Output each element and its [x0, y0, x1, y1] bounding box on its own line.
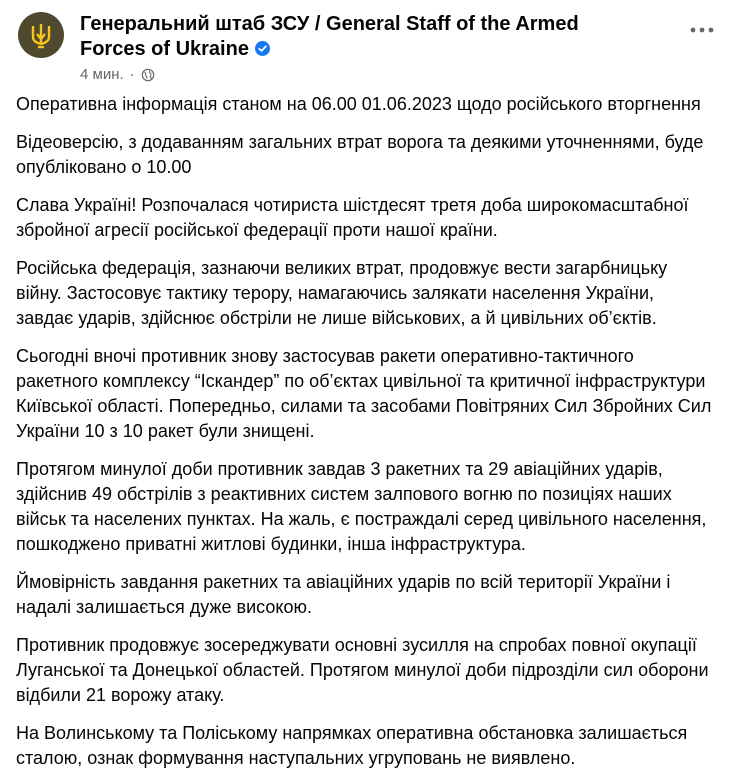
post-timestamp[interactable]: 4 мин.	[80, 66, 124, 83]
post-paragraph: Оперативна інформація станом на 06.00 01.06.2023 щодо російського вторгнення	[16, 94, 701, 114]
post-paragraph: Протягом минулої доби противник завдав 3 ракетних та 29 авіаційних ударів, здійснив 49 обстрілів з реактивних систем залпового вогню по позиціях наших військ та населених пунктах. На жаль, є постраждалі серед цивільного населення, пошкоджено приватні житлові будинки, інша інфраструктура.	[16, 459, 707, 554]
trident-emblem-icon	[26, 20, 56, 50]
post-paragraph: Противник продовжує зосереджувати основні зусилля на спробах повної окупації Луганської та Донецької областей. Протягом минулої доби підрозділи сил оборони відбили 21 ворожу атаку.	[16, 635, 709, 705]
more-options-icon	[690, 27, 714, 33]
post-body	[16, 92, 716, 775]
avatar[interactable]	[18, 12, 64, 58]
more-options-button[interactable]	[687, 20, 717, 40]
post-paragraph: Слава Україні! Розпочалася чотириста шістдесят третя доба широкомасштабної збройної агресії російської федерації проти нашої країни.	[16, 195, 689, 240]
post-paragraph: Сьогодні вночі противник знову застосував ракети оперативно-тактичного ракетного комплексу “Іскандер” по об’єктах цивільної та критичної інфраструктури Київської області. Попередньо, силами та засобами Повітряних Сил Збройних Сил України 10 з 10 ракет були знищені.	[16, 346, 712, 441]
post-header	[16, 10, 719, 82]
post-paragraph: Російська федерація, зазнаючи великих втрат, продовжує вести загарбницьку війну. Застосовує тактику терору, намагаючись залякати населення України, завдає ударів, здійснює обстріли не лише військових, а й цивільних об’єктів.	[16, 258, 668, 328]
page-name[interactable]	[80, 12, 640, 62]
post-paragraph: Ймовірність завдання ракетних та авіаційних ударів по всій території України і надалі залишається дуже високою.	[16, 572, 671, 617]
globe-icon[interactable]	[141, 68, 155, 82]
post-meta	[80, 66, 155, 83]
verified-badge-icon	[255, 41, 270, 56]
post-paragraph: Відеоверсію, з додаванням загальних втрат ворога та деякими уточненнями, буде опубліковано о 10.00	[16, 132, 704, 177]
page-name-text[interactable]: Генеральний штаб ЗСУ / General Staff of the Armed Forces of Ukraine	[80, 13, 579, 60]
post-paragraph: На Волинському та Поліському напрямках оперативна обстановка залишається сталою, ознак формування наступальних угруповань не виявлено.	[16, 723, 688, 768]
meta-separator: ·	[129, 66, 135, 83]
